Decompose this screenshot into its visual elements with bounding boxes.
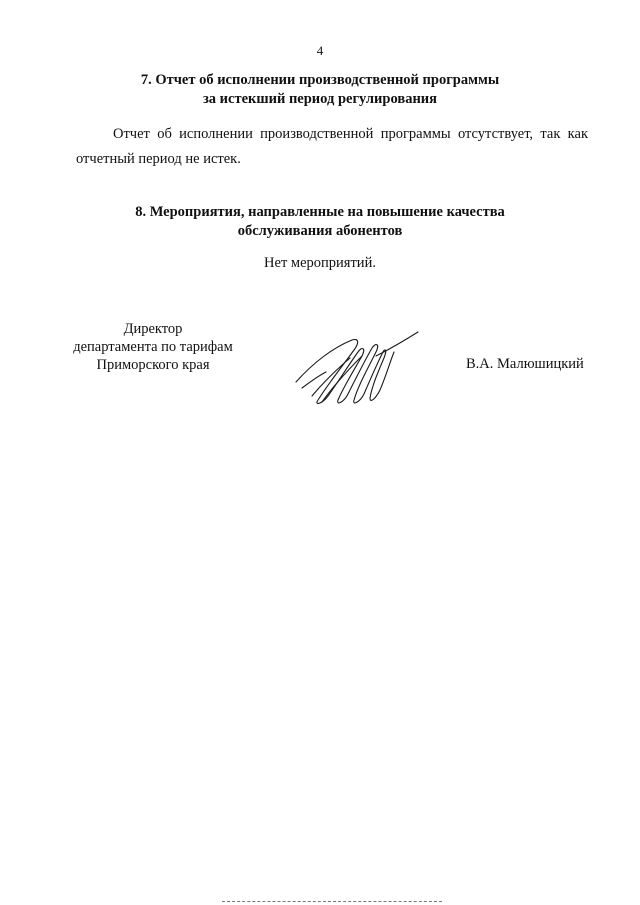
section-7-text-line2: отчетный период не истек. <box>76 151 241 167</box>
section-7-text-line1: Отчет об исполнении производственной программы отсутствует, так как <box>113 126 588 142</box>
section-7-heading-line2: за истекший период регулирования <box>202 91 438 107</box>
section-8-text: Нет мероприятий. <box>264 255 376 271</box>
signatory-title-line3: Приморского края <box>96 357 210 373</box>
section-8-heading <box>0 203 640 241</box>
page-number: 4 <box>316 43 324 58</box>
section-7-paragraph <box>76 122 588 172</box>
section-8-heading-line1: 8. Мероприятия, направленные на повышение качества <box>135 204 505 220</box>
signatory-title-line1: Директор <box>123 321 183 337</box>
handwritten-signature <box>292 326 422 406</box>
signatory-title <box>48 320 258 374</box>
section-8-heading-line2: обслуживания абонентов <box>237 223 403 239</box>
signatory-name: В.А. Малюшицкий <box>466 356 584 372</box>
section-7-heading <box>0 71 640 109</box>
section-7-heading-line1: 7. Отчет об исполнении производственной программы <box>140 72 500 88</box>
signatory-title-line2: департамента по тарифам <box>73 339 233 355</box>
scan-artifact-line <box>222 901 442 904</box>
